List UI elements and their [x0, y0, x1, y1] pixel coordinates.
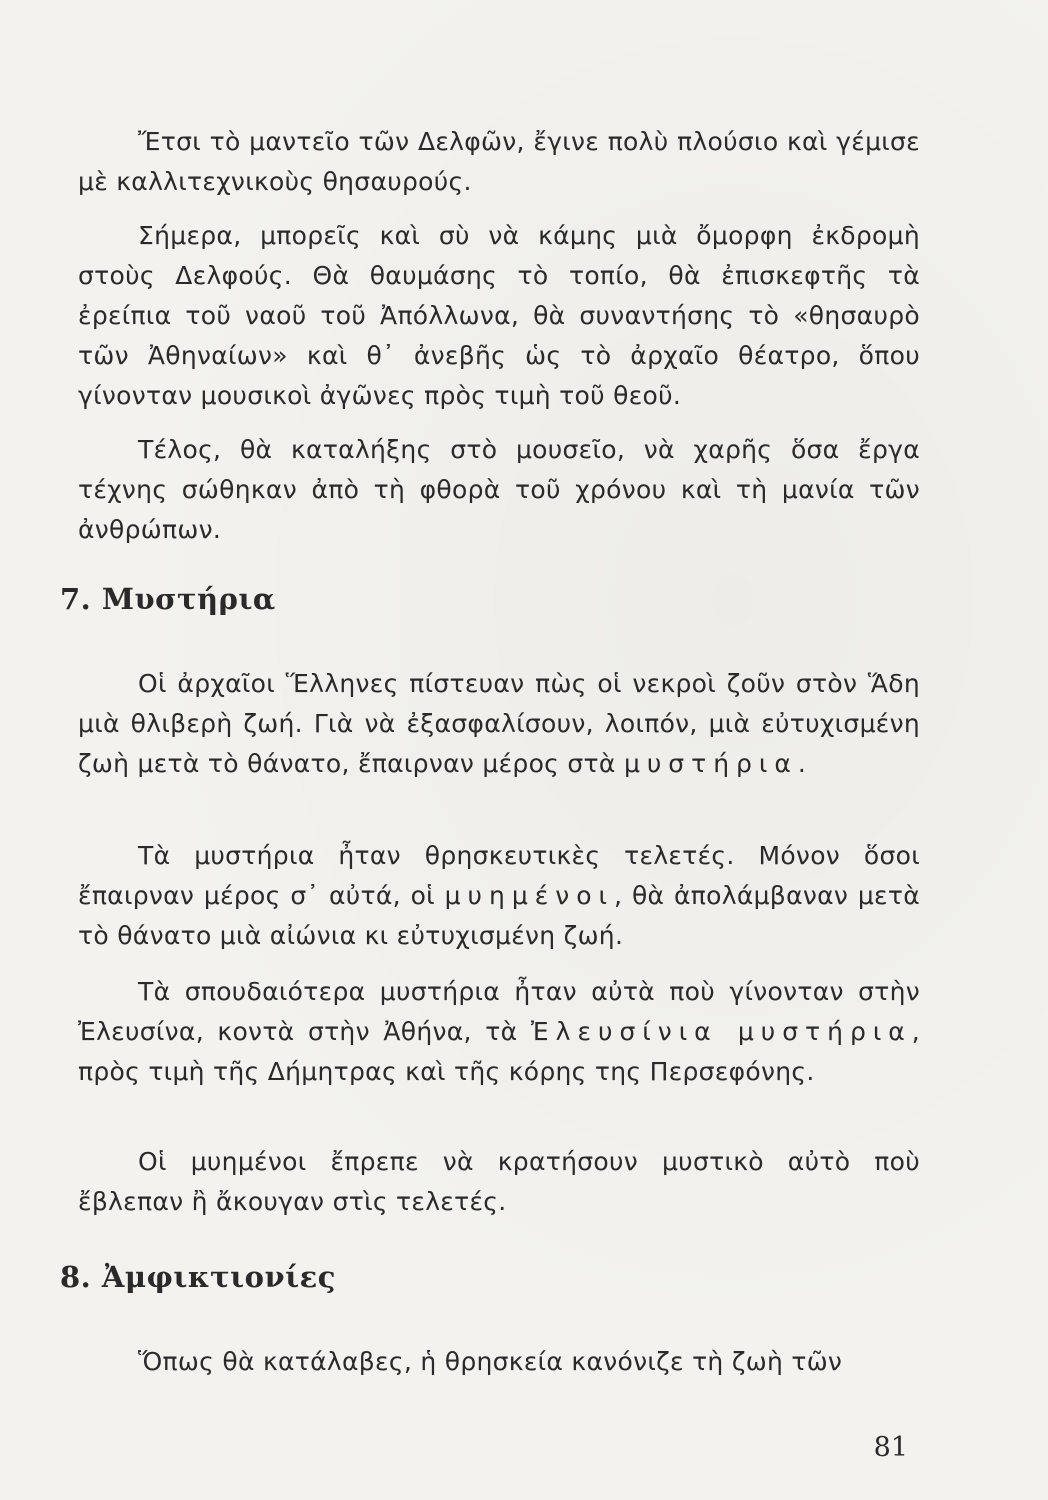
spaced-term: Ἐλευσίνια μυστήρια — [530, 1017, 912, 1046]
paragraph-text: Τὰ μυστήρια ἦταν θρησκευτικὲς τελετές. Μόνον ὅσοι ἔπαιρναν μέρος σ᾽ αὐτά, οἱ — [78, 841, 920, 910]
paragraph-text: , θὰ ἀπολάμβαναν μετὰ τὸ θάνατο μιὰ αἰώνια κι εὐτυχισμένη ζωή. — [78, 881, 920, 950]
page-number: 81 — [873, 1432, 908, 1463]
paragraph-delphi-wealth: Ἔτσι τὸ μαντεῖο τῶν Δελφῶν, ἔγινε πολὺ πλούσιο καὶ γέμισε μὲ καλλιτεχνικοὺς θησαυρούς. — [78, 127, 920, 196]
paragraph-text: , πρὸς τιμὴ τῆς Δήμητρας καὶ τῆς κόρης της Περσεφόνης. — [78, 1017, 921, 1086]
paragraph-eleusinian-mysteries — [78, 972, 920, 1092]
paragraph-text: . — [797, 749, 807, 778]
spaced-term: μυημένοι — [444, 881, 614, 910]
section-heading-amphictyonies: 8. Ἀμφικτιονίες — [60, 1260, 336, 1294]
paragraph-mysteries-afterlife — [78, 664, 920, 784]
paragraph-religion-life: Ὅπως θὰ κατάλαβες, ἡ θρησκεία κανόνιζε τὴ ζωὴ τῶν — [138, 1347, 843, 1376]
paragraph-delphi-excursion: Σήμερα, μπορεῖς καὶ σὺ νὰ κάμης μιὰ ὄμορφη ἐκδρομὴ στοὺς Δελφούς. Θὰ θαυμάσης τὸ τοπίο, θὰ ἐπισκεφτῆς τὰ ἐρείπια τοῦ ναοῦ τοῦ Ἀπόλλωνα, θὰ συναντήσης τὸ «θησαυρὸ τῶν Ἀθηναίων» καὶ θ᾽ ἀνεβῆς ὡς τὸ ἀρχαῖο θέατρο, ὅπου γίνονταν μουσικοὶ ἀγῶνες πρὸς τιμὴ τοῦ θεοῦ. — [78, 221, 920, 410]
paragraph-mysteries-ceremonies — [78, 836, 920, 956]
spaced-term: μυστήρια — [623, 749, 798, 778]
paragraph-delphi-museum: Τέλος, θὰ καταλήξης στὸ μουσεῖο, νὰ χαρῆς ὅσα ἔργα τέχνης σώθηκαν ἀπὸ τὴ φθορὰ τοῦ χρόνου καὶ τὴ μανία τῶν ἀνθρώπων. — [78, 435, 920, 544]
paragraph-text: Τὰ σπουδαιότερα μυστήρια ἦταν αὐτὰ ποὺ γίνονταν στὴν Ἐλευσίνα, κοντὰ στὴν Ἀθήνα, τὰ — [78, 977, 920, 1046]
paragraph-text: Οἱ ἀρχαῖοι Ἕλληνες πίστευαν πὼς οἱ νεκροὶ ζοῦν στὸν Ἅδη μιὰ θλιβερὴ ζωή. Γιὰ νὰ ἐξασφαλίσουν, λοιπόν, μιὰ εὐτυχισμένη ζωὴ μετὰ τὸ θάνατο, ἔπαιρναν μέρος στὰ — [78, 669, 920, 778]
section-heading-mysteries: 7. Μυστήρια — [60, 582, 276, 616]
paragraph-mysteries-secret: Οἱ μυημένοι ἔπρεπε νὰ κρατήσουν μυστικὸ αὐτὸ ποὺ ἔβλεπαν ἢ ἄκουγαν στὶς τελετές. — [78, 1147, 920, 1216]
